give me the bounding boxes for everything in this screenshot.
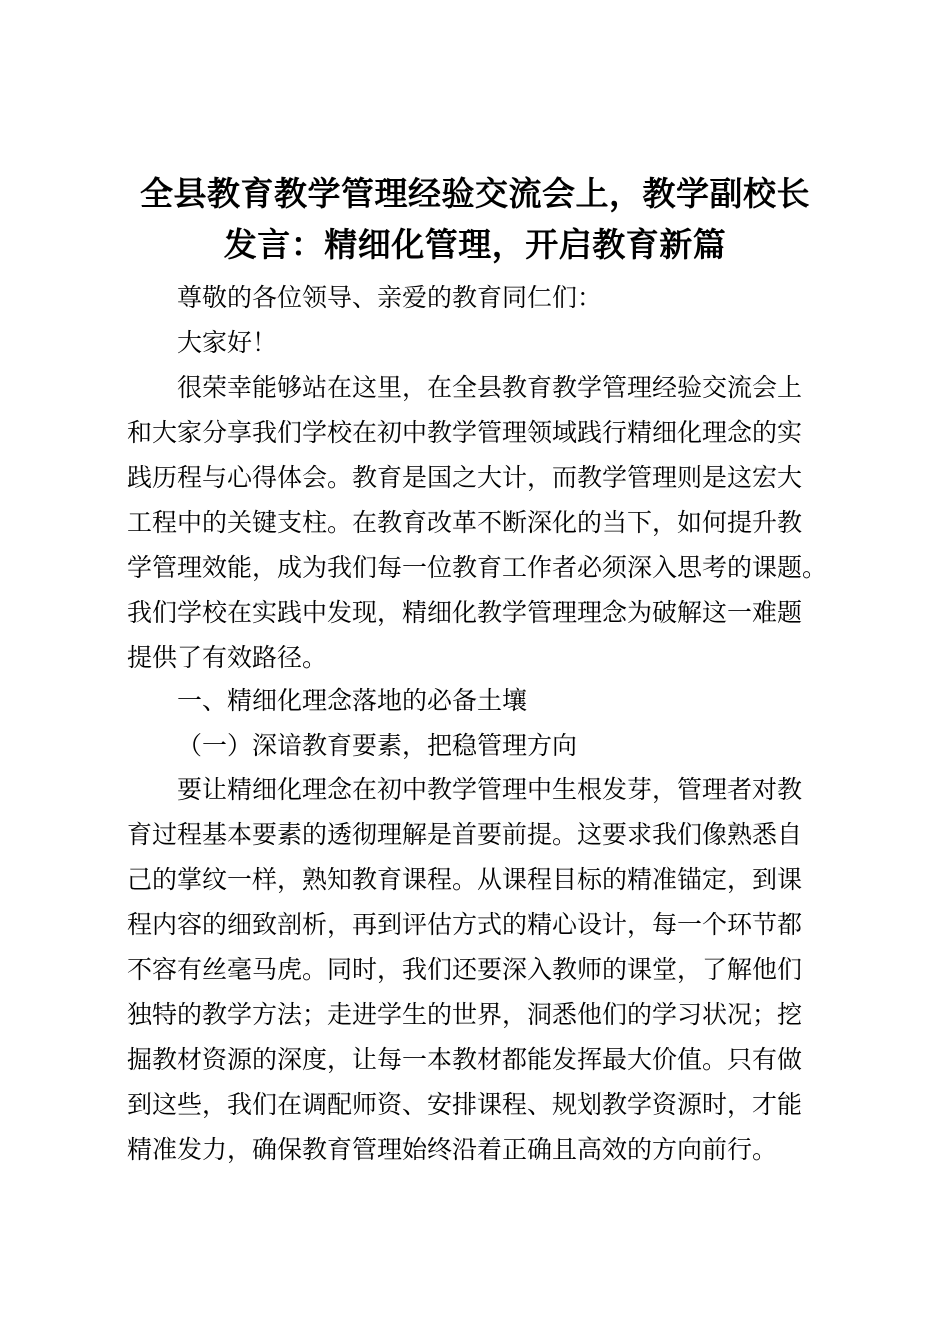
paragraph-line: 到这些，我们在调配师资、安排课程、规划教学资源时，才能 xyxy=(127,1090,803,1119)
paragraph-line: 精准发力，确保教育管理始终沿着正确且高效的方向前行。 xyxy=(127,1135,778,1164)
paragraph-line: 要让精细化理念在初中教学管理中生根发芽，管理者对教 xyxy=(177,775,803,804)
paragraph-line: 程内容的细致剖析，再到评估方式的精心设计，每一个环节都 xyxy=(127,910,803,939)
paragraph-line: 我们学校在实践中发现，精细化教学管理理念为破解这一难题 xyxy=(127,598,803,627)
paragraph-line: 践历程与心得体会。教育是国之大计，而教学管理则是这宏大 xyxy=(127,463,803,492)
document-title-line-2: 发言：精细化管理，开启教育新篇 xyxy=(223,225,727,264)
document-title-line-1: 全县教育教学管理经验交流会上，教学副校长 xyxy=(140,174,810,213)
paragraph-line: 很荣幸能够站在这里，在全县教育教学管理经验交流会上 xyxy=(177,373,803,402)
paragraph-line: 独特的教学方法；走进学生的世界，洞悉他们的学习状况；挖 xyxy=(127,1000,803,1029)
paragraph-line: 工程中的关键支柱。在教育改革不断深化的当下，如何提升教 xyxy=(127,508,803,537)
paragraph-line: 和大家分享我们学校在初中教学管理领域践行精细化理念的实 xyxy=(127,418,803,447)
subsection-heading: （一）深谙教育要素，把稳管理方向 xyxy=(177,731,578,760)
paragraph-line: 学管理效能，成为我们每一位教育工作者必须深入思考的课题。 xyxy=(127,553,828,582)
paragraph-line: 提供了有效路径。 xyxy=(127,643,328,672)
paragraph-line: 己的掌纹一样，熟知教育课程。从课程目标的精准锚定，到课 xyxy=(127,865,803,894)
section-heading: 一、精细化理念落地的必备土壤 xyxy=(177,686,528,715)
greeting: 大家好！ xyxy=(177,328,278,357)
paragraph-line: 不容有丝毫马虎。同时，我们还要深入教师的课堂，了解他们 xyxy=(127,955,803,984)
paragraph-line: 育过程基本要素的透彻理解是首要前提。这要求我们像熟悉自 xyxy=(127,820,803,849)
salutation: 尊敬的各位领导、亲爱的教育同仁们： xyxy=(177,283,603,312)
paragraph-line: 掘教材资源的深度，让每一本教材都能发挥最大价值。只有做 xyxy=(127,1045,803,1074)
